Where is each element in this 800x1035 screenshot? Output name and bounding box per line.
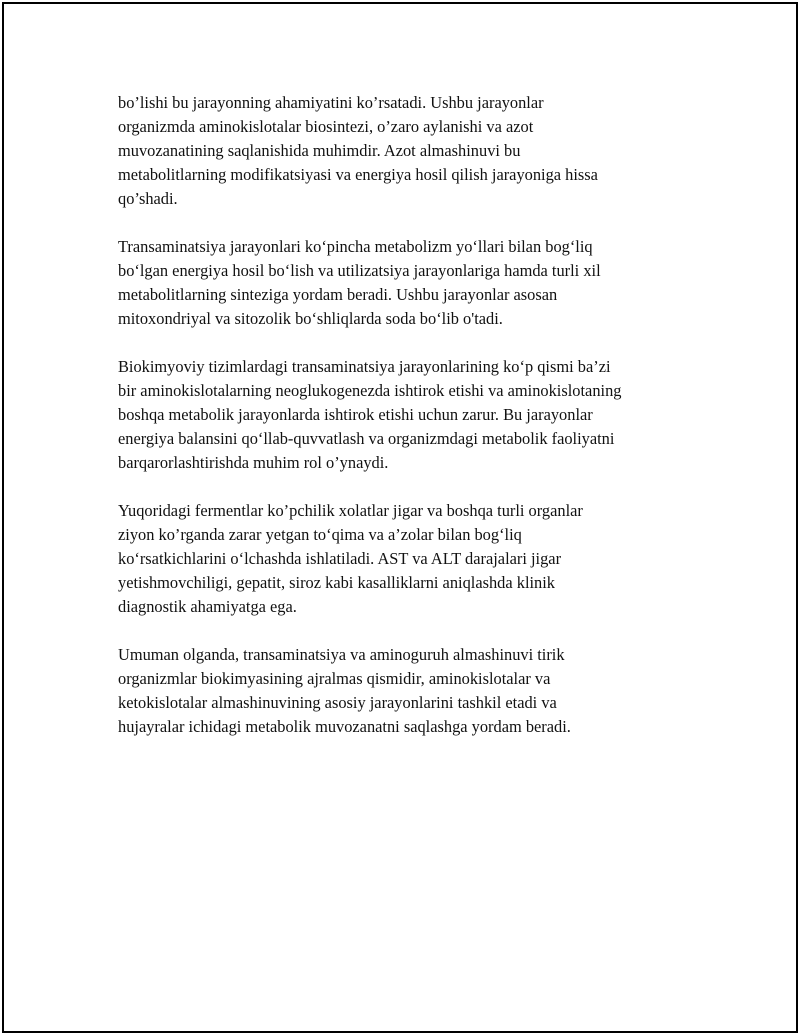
text-line: Biokimyoviy tizimlardagi transaminatsiya jarayonlarining ko‘p qismi ba’zi bbox=[118, 357, 611, 376]
paragraph-1 bbox=[118, 91, 698, 211]
paragraph-3 bbox=[118, 355, 698, 475]
text-line: organizmda aminokislotalar biosintezi, o’zaro aylanishi va azot bbox=[118, 117, 534, 136]
text-line: energiya balansini qo‘llab-quvvatlash va organizmdagi metabolik faoliyatni bbox=[118, 429, 615, 448]
text-line: diagnostik ahamiyatga ega. bbox=[118, 597, 297, 616]
text-line: qo’shadi. bbox=[118, 189, 178, 208]
text-line: Transaminatsiya jarayonlari ko‘pincha metabolizm yo‘llari bilan bog‘liq bbox=[118, 237, 593, 256]
text-line: ko‘rsatkichlarini o‘lchashda ishlatiladi. AST va ALT darajalari jigar bbox=[118, 549, 562, 568]
text-line: organizmlar biokimyasining ajralmas qismidir, aminokislotalar va bbox=[118, 669, 551, 688]
text-line: muvozanatining saqlanishida muhimdir. Azot almashinuvi bu bbox=[118, 141, 521, 160]
text-line: boshqa metabolik jarayonlarda ishtirok etishi uchun zarur. Bu jarayonlar bbox=[118, 405, 593, 424]
text-line: yetishmovchiligi, gepatit, siroz kabi kasalliklarni aniqlashda klinik bbox=[118, 573, 555, 592]
text-line: bo’lishi bu jarayonning ahamiyatini ko’rsatadi. Ushbu jarayonlar bbox=[118, 93, 544, 112]
text-line: Umuman olganda, transaminatsiya va aminoguruh almashinuvi tirik bbox=[118, 645, 565, 664]
text-line: mitoxondriyal va sitozolik bo‘shliqlarda soda bo‘lib o'tadi. bbox=[118, 309, 503, 328]
text-line: metabolitlarning sinteziga yordam beradi. Ushbu jarayonlar asosan bbox=[118, 285, 558, 304]
text-line: bir aminokislotalarning neoglukogenezda ishtirok etishi va aminokislotaning bbox=[118, 381, 622, 400]
paragraph-2 bbox=[118, 235, 698, 331]
document-body bbox=[118, 91, 698, 763]
text-line: ketokislotalar almashinuvining asosiy jarayonlarini tashkil etadi va bbox=[118, 693, 557, 712]
text-line: barqarorlashtirishda muhim rol o’ynaydi. bbox=[118, 453, 389, 472]
text-line: Yuqoridagi fermentlar ko’pchilik xolatlar jigar va boshqa turli organlar bbox=[118, 501, 583, 520]
text-line: ziyon ko’rganda zarar yetgan to‘qima va a’zolar bilan bog‘liq bbox=[118, 525, 522, 544]
paragraph-5 bbox=[118, 643, 698, 739]
text-line: hujayralar ichidagi metabolik muvozanatni saqlashga yordam beradi. bbox=[118, 717, 571, 736]
paragraph-4 bbox=[118, 499, 698, 619]
text-line: bo‘lgan energiya hosil bo‘lish va utilizatsiya jarayonlariga hamda turli xil bbox=[118, 261, 601, 280]
text-line: metabolitlarning modifikatsiyasi va energiya hosil qilish jarayoniga hissa bbox=[118, 165, 598, 184]
